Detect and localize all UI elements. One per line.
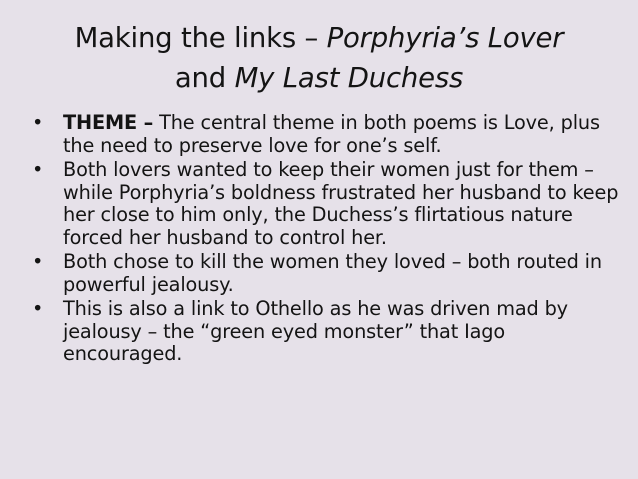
bullet-item-kill bbox=[32, 251, 622, 296]
bullet-list bbox=[32, 112, 622, 368]
slide-title bbox=[30, 18, 608, 98]
bullet-dot-icon: • bbox=[32, 250, 44, 273]
title-connector: and bbox=[174, 62, 235, 94]
bullet-item-theme bbox=[32, 112, 622, 157]
bullet-label: THEME – bbox=[63, 111, 154, 134]
bullet-text: Both lovers wanted to keep their women just for them – while Porphyria’s boldness frustrated her husband to keep her close to him only, the Duchess’s flirtatious nature forced her husband to control her. bbox=[63, 158, 619, 249]
bullet-text: This is also a link to Othello as he was driven mad by jealousy – the “green eyed monster” that Iago encouraged. bbox=[63, 297, 568, 365]
title-work-1: Porphyria’s Lover bbox=[326, 22, 564, 54]
bullet-text: Both chose to kill the women they loved – both routed in powerful jealousy. bbox=[63, 250, 602, 296]
bullet-dot-icon: • bbox=[32, 297, 44, 320]
title-prefix: Making the links – bbox=[74, 22, 327, 54]
bullet-dot-icon: • bbox=[32, 111, 44, 134]
title-work-2: My Last Duchess bbox=[234, 62, 464, 94]
bullet-text: The central theme in both poems is Love, plus the need to preserve love for one’s self. bbox=[63, 111, 600, 157]
bullet-item-othello bbox=[32, 298, 622, 366]
bullet-item-lovers bbox=[32, 159, 622, 249]
bullet-dot-icon: • bbox=[32, 158, 44, 181]
